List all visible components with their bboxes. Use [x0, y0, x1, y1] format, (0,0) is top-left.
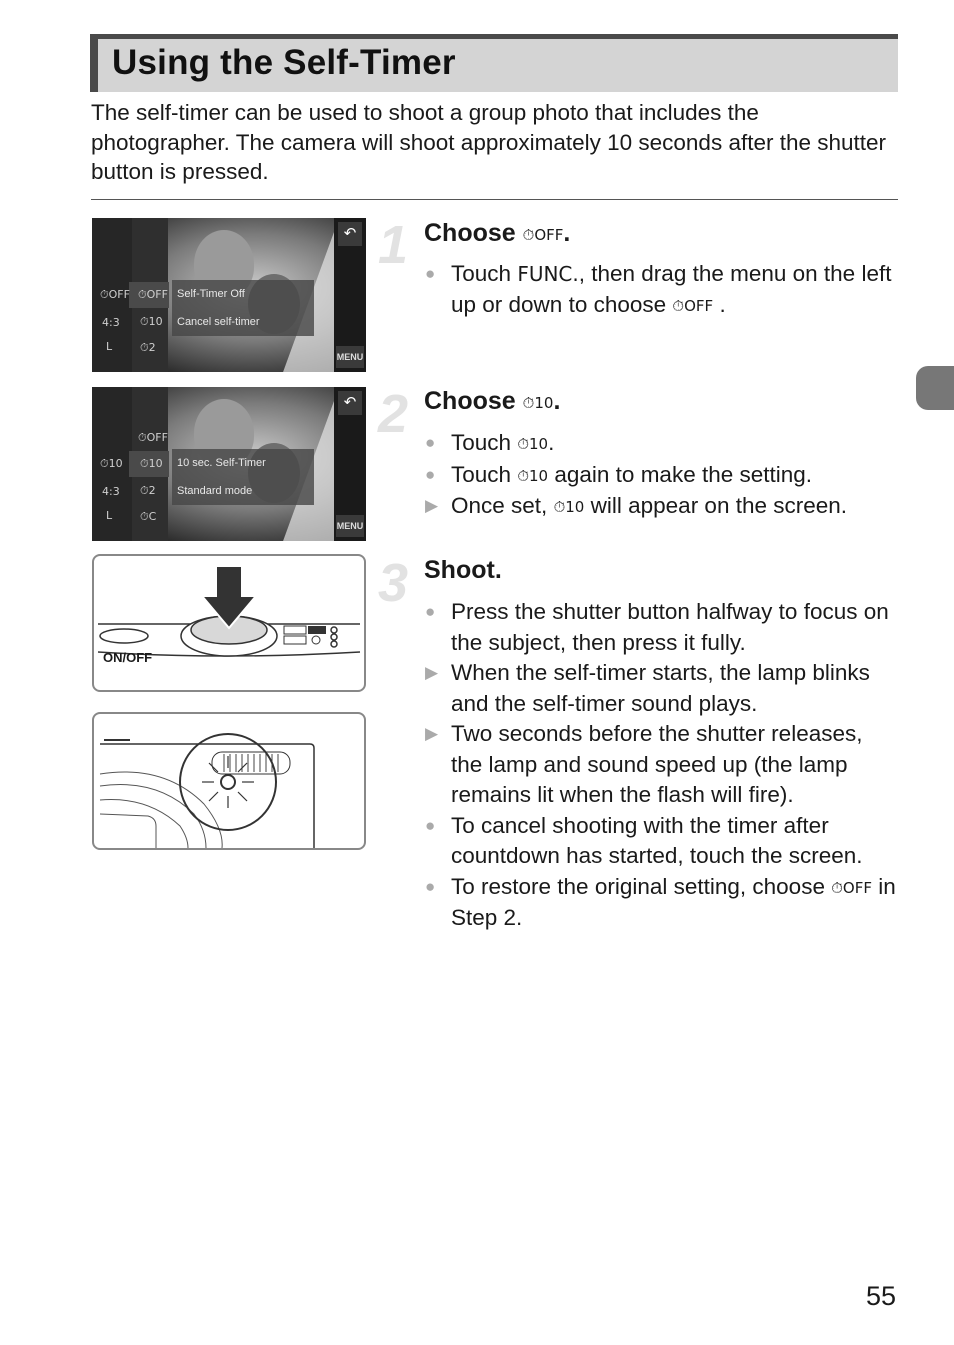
list-item: [424, 658, 899, 719]
timer-10-icon: ⏱10: [517, 466, 549, 485]
item-text: , then drag the menu on the left up or down to choose: [451, 261, 892, 317]
step-2-instructions: [424, 428, 899, 523]
item-text: When the self-timer starts, the lamp blinks and the self-timer sound plays.: [451, 660, 870, 716]
item-text: in Step 2.: [451, 873, 896, 930]
option-description-box: [172, 280, 314, 336]
timer-off-option-icon: ⏱OFF: [138, 431, 168, 444]
step-title-2: [424, 387, 560, 416]
step-title-3: Shoot.: [424, 556, 502, 584]
item-text: To restore the original setting, choose: [451, 873, 825, 899]
timer-custom-option-icon: ⏱C: [140, 510, 157, 523]
screenshot-step-2: [92, 387, 366, 541]
item-text: To cancel shooting with the timer after countdown has started, touch the screen.: [451, 812, 863, 868]
title-accent: [90, 34, 98, 92]
item-text: Touch: [451, 261, 512, 286]
camera-top-drawing: [94, 556, 364, 690]
func-icon: FUNC.: [517, 262, 579, 286]
option-desc: Standard mode: [177, 485, 253, 497]
item-text: Press the shutter button halfway to focus on the subject, then press it fully.: [451, 599, 889, 655]
title-period: .: [553, 387, 561, 415]
item-text: Touch: [451, 430, 512, 455]
step-title-1: [424, 219, 570, 248]
step-number-2: 2: [378, 384, 409, 444]
camera-front-drawing: [94, 714, 364, 848]
timer-off-icon: ⏱OFF: [831, 878, 872, 897]
step-title-text: Choose: [424, 387, 516, 415]
title-bar: [90, 34, 898, 92]
step-title-text: Choose: [424, 219, 516, 247]
list-item: [424, 719, 899, 811]
item-text: .: [548, 430, 555, 455]
size-icon: L: [106, 509, 113, 522]
bullet-icon: ●: [425, 464, 436, 484]
arrow-marker-icon: ▶: [425, 496, 439, 515]
bullet-icon: ●: [425, 602, 436, 621]
option-title: 10 sec. Self-Timer: [177, 457, 266, 469]
step-number-3: 3: [378, 553, 409, 613]
arrow-marker-icon: ▶: [425, 663, 439, 682]
self-timer-lamp: [221, 775, 235, 789]
aspect-icon: 4:3: [102, 485, 120, 498]
power-button: [100, 629, 148, 643]
item-text: will appear on the screen.: [590, 493, 848, 518]
screenshot-step-1: [92, 218, 366, 372]
item-text: again to make the setting.: [554, 461, 813, 487]
aspect-icon: 4:3: [102, 316, 120, 329]
chapter-tab: [916, 366, 954, 410]
timer-10-icon: ⏱10: [553, 498, 585, 516]
step-1-instructions: [424, 259, 899, 321]
title-period: .: [563, 219, 571, 247]
item-text: Two seconds before the shutter releases, the lamp and sound speed up (the lamp remains lit when the flash will fire).: [451, 721, 863, 807]
timer-10-option-icon: ⏱10: [140, 315, 163, 328]
arrow-marker-icon: ▶: [425, 724, 439, 743]
page-title: Using the Self-Timer: [112, 43, 456, 82]
back-icon: ↶: [338, 391, 362, 415]
bullet-icon: ●: [425, 433, 436, 452]
list-item: [424, 811, 899, 872]
timer-off-icon: ⏱OFF: [522, 226, 564, 244]
timer-off-option-icon: ⏱OFF: [138, 288, 168, 301]
power-label: ON/OFF: [103, 650, 153, 665]
lamp-illustration: [92, 712, 366, 850]
shutter-button-illustration: [92, 554, 366, 692]
page-number: 55: [866, 1281, 897, 1311]
timer-10-icon: ⏱10: [100, 457, 123, 470]
item-text: Touch: [451, 461, 512, 487]
timer-2-option-icon: ⏱2: [140, 484, 156, 497]
intro-paragraph: The self-timer can be used to shoot a group photo that includes the photographer. The camera will shoot approximately 10 seconds after the shutter button is pressed.: [91, 100, 887, 184]
item-text: .: [719, 291, 726, 317]
timer-10-option-icon: ⏱10: [140, 457, 163, 470]
back-icon: ↶: [338, 222, 362, 246]
list-item: [424, 597, 899, 658]
option-title: Self-Timer Off: [177, 288, 245, 300]
size-icon: L: [106, 340, 113, 353]
list-item: [424, 428, 899, 460]
menu-icon: MENU: [336, 515, 364, 537]
timer-10-icon: ⏱10: [522, 394, 554, 412]
divider: [91, 199, 898, 200]
list-item: [424, 460, 899, 492]
list-item: [424, 872, 899, 934]
timer-off-icon: ⏱OFF: [100, 288, 130, 301]
option-description-box: [172, 449, 314, 505]
menu-icon: MENU: [336, 346, 364, 368]
timer-10-icon: ⏱10: [517, 435, 549, 453]
list-item: [424, 491, 899, 523]
list-item: [424, 259, 899, 321]
bullet-icon: ●: [425, 264, 436, 283]
item-text: Once set,: [451, 493, 548, 518]
step-3-instructions: [424, 597, 899, 934]
timer-off-icon: ⏱OFF: [672, 296, 714, 315]
step-number-1: 1: [378, 215, 409, 275]
timer-2-option-icon: ⏱2: [140, 341, 156, 354]
option-desc: Cancel self-timer: [177, 316, 260, 328]
bullet-icon: ●: [425, 876, 436, 896]
bullet-icon: ●: [425, 815, 436, 835]
